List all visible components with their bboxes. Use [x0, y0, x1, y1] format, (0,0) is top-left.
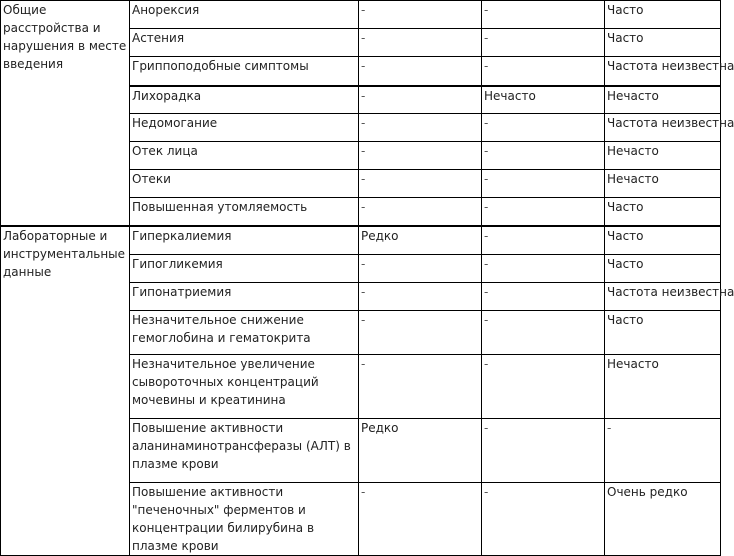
term-cell: Лихорадка: [130, 86, 359, 114]
frequency-cell: Часто: [605, 198, 721, 226]
frequency-cell: -: [482, 114, 605, 142]
frequency-cell: -: [482, 1, 605, 29]
frequency-cell: -: [482, 311, 605, 355]
frequency-cell: Частота неизвестна: [605, 114, 721, 142]
frequency-cell: -: [359, 114, 482, 142]
frequency-cell: -: [359, 29, 482, 57]
category-cell: Лабораторные и инструментальные данные: [1, 226, 130, 556]
frequency-cell: -: [482, 198, 605, 226]
term-cell: Гриппоподобные симптомы: [130, 57, 359, 86]
frequency-cell: Нечасто: [605, 355, 721, 419]
frequency-cell: -: [359, 57, 482, 86]
term-cell: Отек лица: [130, 142, 359, 170]
frequency-cell: -: [482, 170, 605, 198]
frequency-cell: Частота неизвестна: [605, 57, 721, 86]
table-body: [1, 1, 734, 556]
term-cell: Анорексия: [130, 1, 359, 29]
term-cell: Незначительное снижение гемоглобина и гематокрита: [130, 311, 359, 355]
frequency-cell: -: [359, 142, 482, 170]
frequency-cell: Часто: [605, 311, 721, 355]
frequency-cell: Часто: [605, 255, 721, 283]
term-cell: Гипогликемия: [130, 255, 359, 283]
term-cell: Повышенная утомляемость: [130, 198, 359, 226]
frequency-cell: Часто: [605, 29, 721, 57]
table-row: [1, 1, 721, 29]
frequency-cell: -: [359, 198, 482, 226]
term-cell: Незначительное увеличение сывороточных концентраций мочевины и креатинина: [130, 355, 359, 419]
frequency-cell: Редко: [359, 419, 482, 483]
term-cell: Недомогание: [130, 114, 359, 142]
frequency-cell: -: [359, 283, 482, 311]
term-cell: Астения: [130, 29, 359, 57]
term-cell: Гиперкалиемия: [130, 226, 359, 255]
frequency-cell: -: [482, 142, 605, 170]
frequency-cell: -: [359, 86, 482, 114]
frequency-cell: Нечасто: [605, 170, 721, 198]
frequency-cell: -: [482, 483, 605, 556]
frequency-cell: -: [482, 255, 605, 283]
frequency-cell: Нечасто: [605, 86, 721, 114]
term-cell: Повышение активности "печеночных" ферментов и концентрации билирубина в плазме крови: [130, 483, 359, 556]
table-row: [1, 226, 721, 255]
frequency-cell: -: [359, 355, 482, 419]
frequency-cell: Нечасто: [482, 86, 605, 114]
term-cell: Отеки: [130, 170, 359, 198]
frequency-cell: Нечасто: [605, 142, 721, 170]
frequency-cell: -: [359, 311, 482, 355]
frequency-cell: Очень редко: [605, 483, 721, 556]
category-cell: Общие расстройства и нарушения в месте введения: [1, 1, 130, 226]
frequency-cell: -: [482, 57, 605, 86]
frequency-cell: -: [359, 483, 482, 556]
frequency-cell: -: [482, 29, 605, 57]
frequency-cell: Частота неизвестна: [605, 283, 721, 311]
frequency-cell: -: [605, 419, 721, 483]
frequency-cell: -: [482, 355, 605, 419]
term-cell: Повышение активности аланинаминотрансферазы (АЛТ) в плазме крови: [130, 419, 359, 483]
frequency-cell: -: [359, 170, 482, 198]
frequency-cell: -: [359, 1, 482, 29]
frequency-cell: -: [359, 255, 482, 283]
frequency-cell: -: [482, 283, 605, 311]
frequency-cell: Редко: [359, 226, 482, 255]
frequency-cell: -: [482, 226, 605, 255]
term-cell: Гипонатриемия: [130, 283, 359, 311]
frequency-cell: Часто: [605, 1, 721, 29]
frequency-cell: Часто: [605, 226, 721, 255]
frequency-cell: -: [482, 419, 605, 483]
